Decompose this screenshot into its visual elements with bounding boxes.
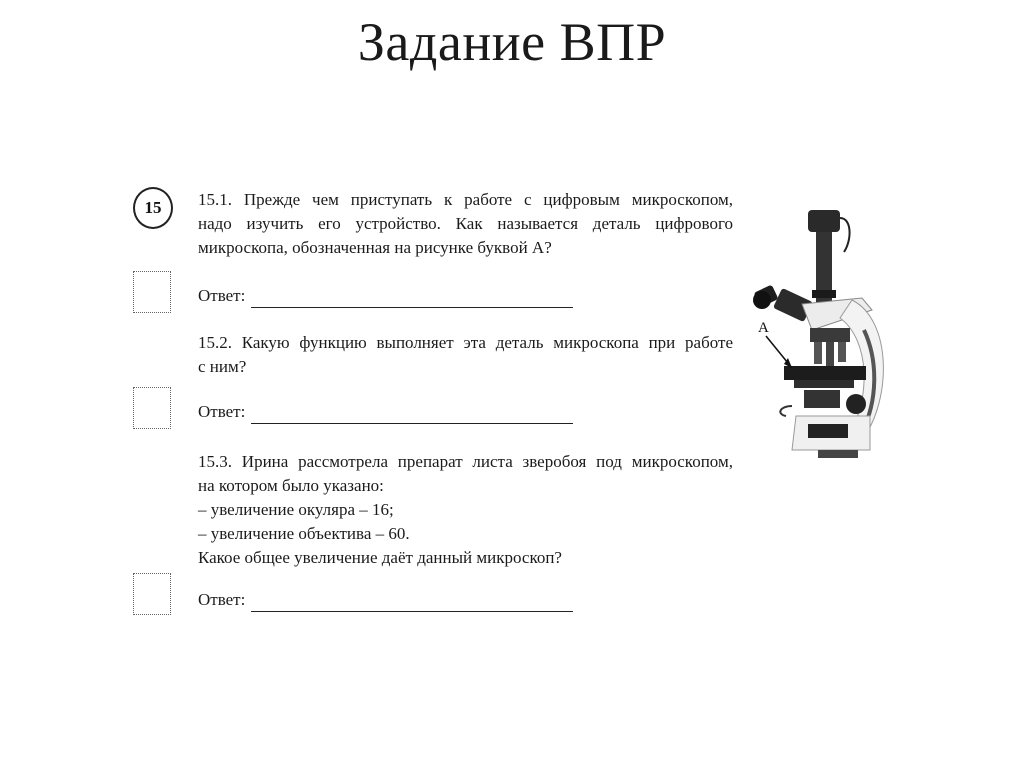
question-15-3-line: Какое общее увеличение даёт данный микроскоп? bbox=[198, 548, 562, 567]
answer-line-15-3[interactable] bbox=[198, 588, 573, 612]
figure-label-a: А bbox=[758, 320, 769, 336]
answer-input-line[interactable] bbox=[251, 405, 573, 424]
answer-line-15-1[interactable] bbox=[198, 284, 573, 308]
question-15-1-line: микроскопа, обозначенная на рисунке буквой А? bbox=[198, 238, 552, 257]
camera-cable bbox=[840, 218, 850, 252]
question-15-3 bbox=[198, 450, 733, 570]
question-15-3-line: на котором было указано: bbox=[198, 476, 384, 495]
focus-knob bbox=[846, 394, 866, 414]
question-15-3-line: – увеличение объектива – 60. bbox=[198, 524, 410, 543]
answer-input-line[interactable] bbox=[251, 289, 573, 308]
answer-line-15-2[interactable] bbox=[198, 400, 573, 424]
nosepiece bbox=[810, 328, 850, 342]
answer-label: Ответ: bbox=[198, 402, 246, 421]
question-15-2-line: с ним? bbox=[198, 357, 247, 376]
question-15-1 bbox=[198, 188, 733, 260]
answer-label: Ответ: bbox=[198, 590, 246, 609]
question-15-1-line: 15.1. Прежде чем приступать к работе с цифровым микроскопом, bbox=[198, 190, 733, 209]
slide-title: Задание ВПР bbox=[357, 12, 667, 72]
camera-head bbox=[808, 210, 840, 232]
score-box-15-1[interactable] bbox=[133, 271, 171, 313]
question-15-2 bbox=[198, 331, 733, 379]
score-box-15-2[interactable] bbox=[133, 387, 171, 429]
score-box-15-3[interactable] bbox=[133, 573, 171, 615]
question-15-3-line: – увеличение окуляра – 16; bbox=[198, 500, 394, 519]
answer-label: Ответ: bbox=[198, 286, 246, 305]
question-15-1-line: надо изучить его устройство. Как называется деталь цифрового bbox=[198, 214, 733, 233]
microscope-illustration bbox=[752, 200, 892, 470]
task-number-badge: 15 bbox=[133, 187, 173, 229]
answer-input-line[interactable] bbox=[251, 593, 573, 612]
stage bbox=[784, 366, 866, 380]
question-15-2-line: 15.2. Какую функцию выполняет эта деталь микроскопа при работе bbox=[198, 333, 733, 352]
question-15-3-line: 15.3. Ирина рассмотрела препарат листа зверобоя под микроскопом, bbox=[198, 452, 733, 471]
microscope-figure bbox=[752, 200, 892, 470]
